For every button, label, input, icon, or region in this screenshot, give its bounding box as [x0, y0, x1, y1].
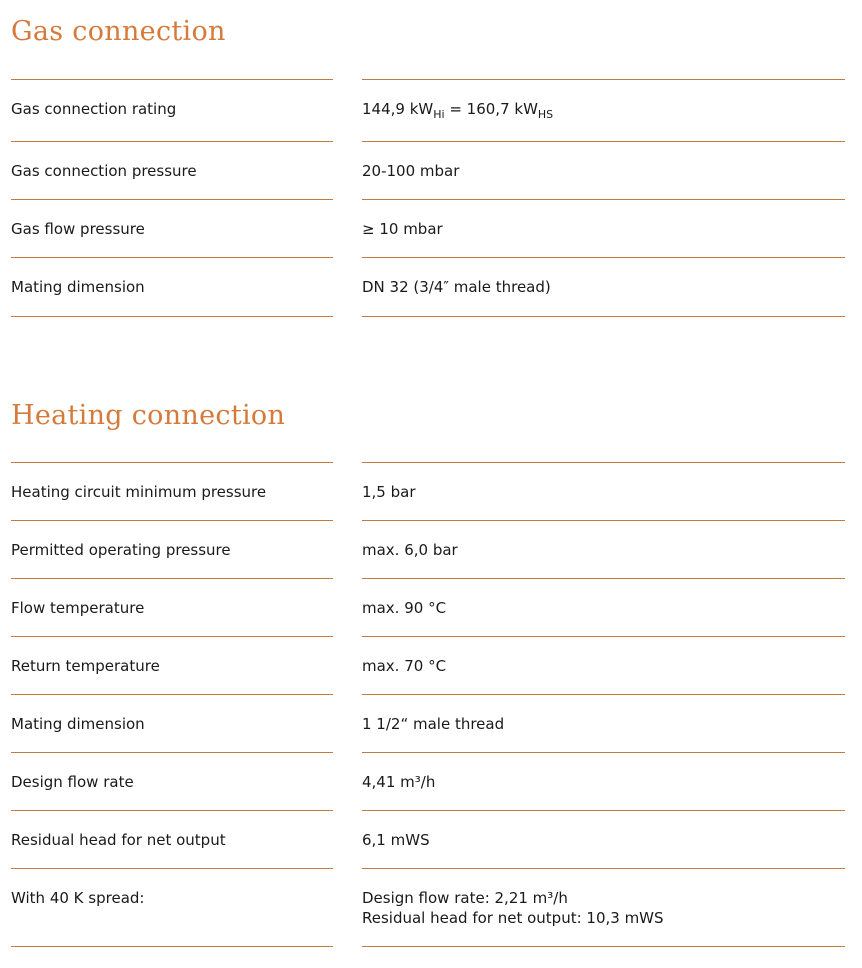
divider	[362, 141, 845, 142]
gas-mating-dimension-label: Mating dimension	[11, 278, 145, 296]
value-part: = 160,7 kW	[444, 100, 538, 118]
residual-head-label: Residual head for net output	[11, 831, 226, 849]
value-part: 144,9 kW	[362, 100, 434, 118]
divider	[362, 199, 845, 200]
return-temperature-value: max. 70 °C	[362, 657, 447, 675]
divider	[362, 520, 845, 521]
divider	[362, 316, 845, 317]
divider	[11, 752, 333, 753]
divider	[11, 868, 333, 869]
divider	[11, 79, 333, 80]
gas-flow-pressure-label: Gas flow pressure	[11, 220, 145, 238]
divider	[362, 810, 845, 811]
divider	[362, 752, 845, 753]
divider	[11, 578, 333, 579]
divider	[11, 946, 333, 947]
heating-min-pressure-value: 1,5 bar	[362, 483, 416, 501]
divider	[11, 462, 333, 463]
divider	[11, 636, 333, 637]
gas-connection-rating-value	[362, 99, 553, 121]
residual-head-value: 6,1 mWS	[362, 831, 430, 849]
return-temperature-label: Return temperature	[11, 657, 160, 675]
heating-mating-dimension-label: Mating dimension	[11, 715, 145, 733]
spread-40k-residual-head: Residual head for net output: 10,3 mWS	[362, 909, 664, 927]
flow-temperature-label: Flow temperature	[11, 599, 145, 617]
operating-pressure-value: max. 6,0 bar	[362, 541, 458, 559]
divider	[11, 199, 333, 200]
gas-mating-dimension-value: DN 32 (3/4″ male thread)	[362, 278, 551, 296]
gas-section-title: Gas connection	[11, 16, 226, 47]
divider	[362, 694, 845, 695]
divider	[362, 257, 845, 258]
divider	[362, 578, 845, 579]
divider	[11, 257, 333, 258]
gas-connection-rating-label: Gas connection rating	[11, 100, 177, 118]
divider	[362, 79, 845, 80]
heating-min-pressure-label: Heating circuit minimum pressure	[11, 483, 267, 501]
heating-mating-dimension-value: 1 1/2“ male thread	[362, 715, 505, 733]
divider	[11, 316, 333, 317]
gas-connection-pressure-label: Gas connection pressure	[11, 162, 197, 180]
divider	[362, 946, 845, 947]
subscript-hs: HS	[537, 108, 554, 121]
heating-section-title: Heating connection	[11, 400, 286, 431]
gas-connection-pressure-value: 20-100 mbar	[362, 162, 460, 180]
divider	[11, 520, 333, 521]
divider	[11, 141, 333, 142]
divider	[362, 462, 845, 463]
design-flow-rate-value: 4,41 m³/h	[362, 773, 436, 791]
gas-flow-pressure-value: ≥ 10 mbar	[362, 220, 443, 238]
subscript-hi: Hi	[433, 108, 445, 121]
design-flow-rate-label: Design flow rate	[11, 773, 134, 791]
spread-40k-design-flow-rate: Design flow rate: 2,21 m³/h	[362, 889, 568, 907]
flow-temperature-value: max. 90 °C	[362, 599, 447, 617]
spread-40k-label: With 40 K spread:	[11, 889, 145, 907]
divider	[11, 694, 333, 695]
divider	[11, 810, 333, 811]
divider	[362, 636, 845, 637]
operating-pressure-label: Permitted operating pressure	[11, 541, 231, 559]
divider	[362, 868, 845, 869]
